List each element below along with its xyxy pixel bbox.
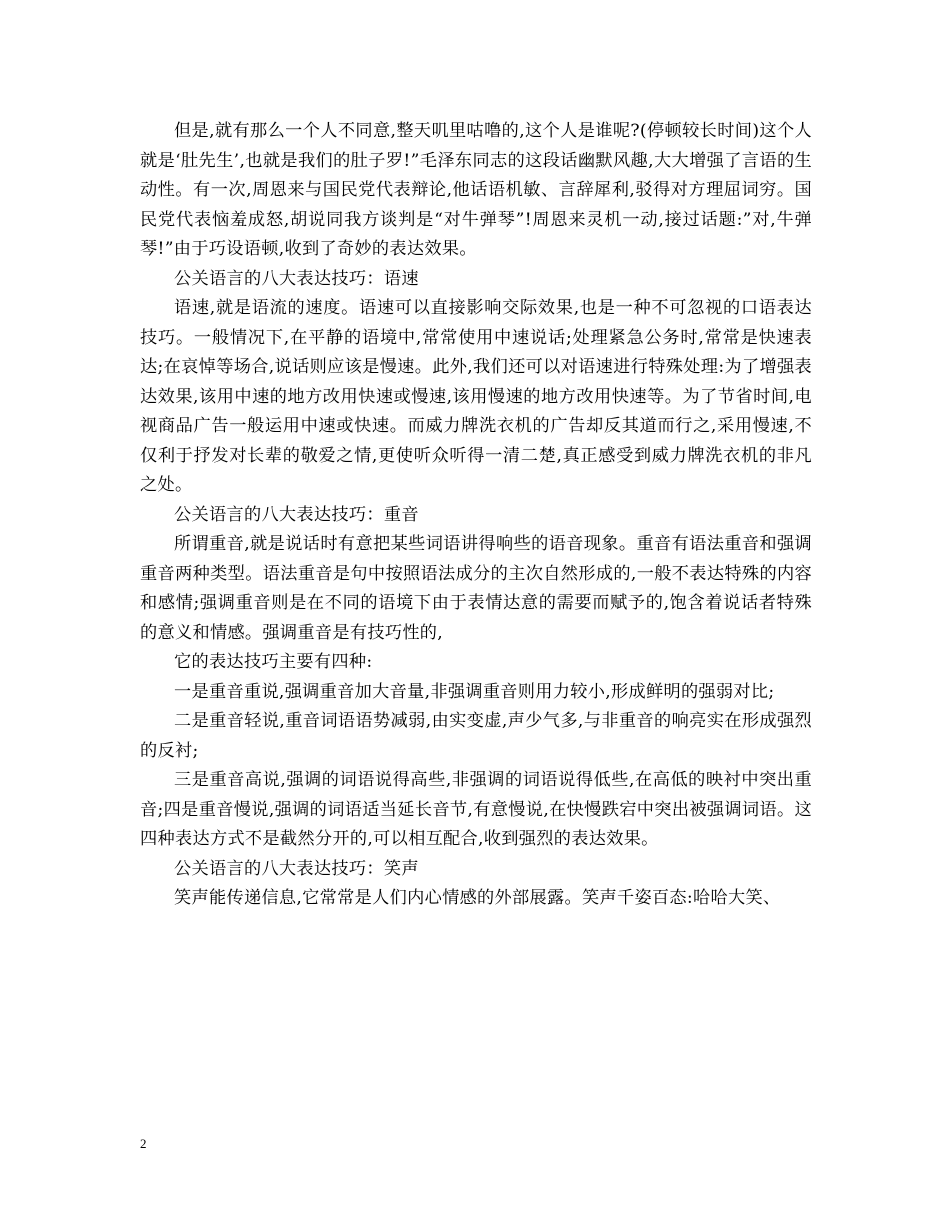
paragraph-stress-definition: 所谓重音,就是说话时有意把某些词语讲得响些的语音现象。重音有语法重音和强调重音两种类型。语法重音是句中按照语法成分的主次自然形成的,一般不表达特殊的内容和感情;强调重音则是在不同的语境下由于表情达意的需要而赋予的,饱含着说话者特殊的意义和情感。强调重音是有技巧性的, xyxy=(140,534,812,643)
document-body xyxy=(140,117,812,914)
paragraph-stress-techniques-intro: 它的表达技巧主要有四种: xyxy=(174,652,373,672)
paragraph-stress-technique-2: 二是重音轻说,重音词语语势减弱,由实变虚,声少气多,与非重音的响亮实在形成强烈的反衬; xyxy=(140,711,812,761)
section-heading-speech-rate: 公关语言的八大表达技巧：语速 xyxy=(174,268,419,289)
paragraph-laughter: 笑声能传递信息,它常常是人们内心情感的外部展露。笑声千姿百态:哈哈大笑、 xyxy=(174,888,781,908)
section-heading-laughter: 公关语言的八大表达技巧：笑声 xyxy=(174,858,419,879)
section-heading-stress: 公关语言的八大表达技巧：重音 xyxy=(174,504,419,525)
paragraph-pause-example: 但是,就有那么一个人不同意,整天叽里咕噜的,这个人是谁呢?(停顿较长时间)这个人就是‘肚先生’,也就是我们的肚子罗!”毛泽东同志的这段话幽默风趣,大大增强了言语的生动性。有一次,周恩来与国民党代表辩论,他话语机敏、言辞犀利,驳得对方理屈词穷。国民党代表恼羞成怒,胡说同我方谈判是“对牛弹琴”!周恩来灵机一动,接过话题:”对,牛弹琴!”由于巧设语顿,收到了奇妙的表达效果。 xyxy=(140,121,812,259)
paragraph-stress-technique-1: 一是重音重说,强调重音加大音量,非强调重音则用力较小,形成鲜明的强弱对比; xyxy=(174,681,775,702)
paragraph-stress-technique-3-4: 三是重音高说,强调的词语说得高些,非强调的词语说得低些,在高低的映衬中突出重音;四是重音慢说,强调的词语适当延长音节,有意慢说,在快慢跌宕中突出被强调词语。这四种表达方式不是截然分开的,可以相互配合,收到强烈的表达效果。 xyxy=(140,770,812,849)
page-number: 2 xyxy=(140,1136,147,1151)
paragraph-speech-rate: 语速,就是语流的速度。语速可以直接影响交际效果,也是一种不可忽视的口语表达技巧。一般情况下,在平静的语境中,常常使用中速说话;处理紧急公务时,常常是快速表达;在哀悼等场合,说话则应该是慢速。此外,我们还可以对语速进行特殊处理:为了增强表达效果,该用中速的地方改用快速或慢速,该用慢速的地方改用快速等。为了节省时间,电视商品广告一般运用中速或快速。而威力牌洗衣机的广告却反其道而行之,采用慢速,不仅利于抒发对长辈的敬爱之情,更使听众听得一清二楚,真正感受到威力牌洗衣机的非凡之处。 xyxy=(140,298,812,495)
